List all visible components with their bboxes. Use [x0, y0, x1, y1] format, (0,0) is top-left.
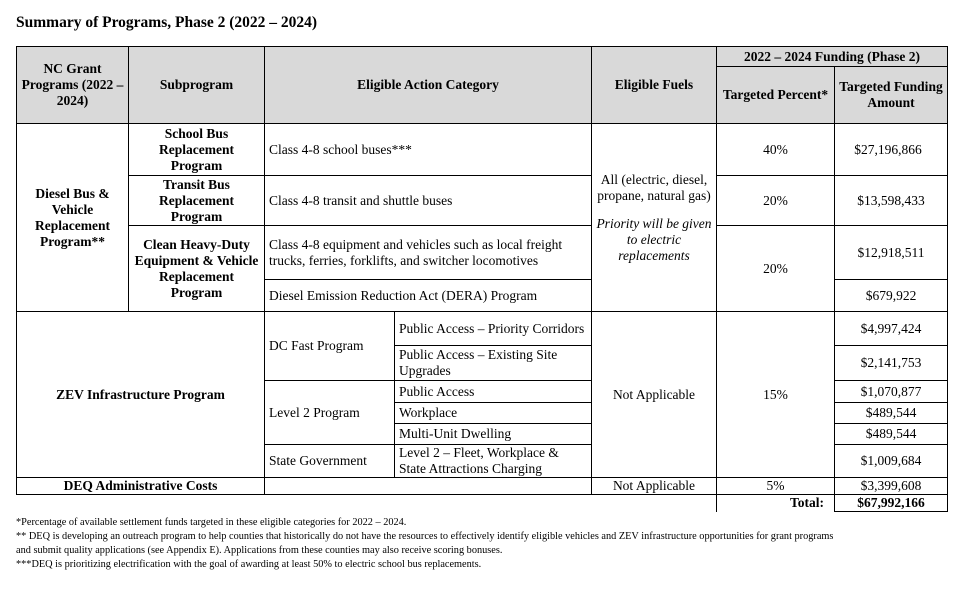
- amount-dera: $679,922: [835, 280, 948, 312]
- fuels-priority-note: Priority will be given to electric replacements: [596, 215, 712, 263]
- header-subprogram: Subprogram: [129, 47, 265, 124]
- amount-workplace: $489,544: [835, 403, 948, 424]
- percent-transit-bus: 20%: [717, 176, 835, 226]
- dc-fast-program: DC Fast Program: [265, 312, 395, 381]
- amount-existing-site: $2,141,753: [835, 346, 948, 381]
- category-fleet-charging: Level 2 – Fleet, Workplace & State Attractions Charging: [395, 445, 592, 478]
- footnote-percent: *Percentage of available settlement funds targeted in these eligible categories for 2022 – 2024.: [16, 517, 407, 528]
- admin-amount: $3,399,608: [835, 478, 948, 495]
- amount-heavy-duty: $12,918,511: [835, 226, 948, 280]
- header-targeted-percent: Targeted Percent*: [717, 67, 835, 124]
- footnote-outreach-cont: and submit quality applications (see Appendix E). Applications from these counties may also receive scoring bonuses.: [16, 545, 503, 556]
- category-multi-unit: Multi-Unit Dwelling: [395, 424, 592, 445]
- amount-fleet-charging: $1,009,684: [835, 445, 948, 478]
- category-transit-buses: Class 4-8 transit and shuttle buses: [265, 176, 592, 226]
- header-grant-programs: NC Grant Programs (2022 – 2024): [17, 47, 129, 124]
- footnotes: [16, 516, 961, 572]
- admin-costs-cell: DEQ Administrative Costs: [17, 478, 265, 495]
- fuels-all: All (electric, diesel, propane, natural gas): [597, 171, 711, 203]
- zev-percent: 15%: [717, 312, 835, 478]
- total-label: Total:: [717, 495, 835, 512]
- percent-heavy-duty: 20%: [717, 226, 835, 312]
- total-spacer: [17, 495, 717, 512]
- footnote-electrification: ***DEQ is prioritizing electrification with the goal of awarding at least 50% to electric school bus replacements.: [16, 559, 482, 570]
- diesel-fuels-cell: [592, 124, 717, 312]
- percent-school-bus: 40%: [717, 124, 835, 176]
- subprogram-transit-bus: Transit Bus Replacement Program: [129, 176, 265, 226]
- category-existing-site: Public Access – Existing Site Upgrades: [395, 346, 592, 381]
- header-funding-group: 2022 – 2024 Funding (Phase 2): [717, 47, 948, 67]
- subprogram-heavy-duty: Clean Heavy-Duty Equipment & Vehicle Replacement Program: [129, 226, 265, 312]
- category-workplace: Workplace: [395, 403, 592, 424]
- header-targeted-amount: Targeted Funding Amount: [835, 67, 948, 124]
- category-dera: Diesel Emission Reduction Act (DERA) Program: [265, 280, 592, 312]
- admin-percent: 5%: [717, 478, 835, 495]
- level-2-program: Level 2 Program: [265, 381, 395, 445]
- diesel-program-cell: Diesel Bus & Vehicle Replacement Program**: [17, 124, 129, 312]
- amount-multi-unit: $489,544: [835, 424, 948, 445]
- category-priority-corridors: Public Access – Priority Corridors: [395, 312, 592, 346]
- state-government: State Government: [265, 445, 395, 478]
- admin-fuels-cell: Not Applicable: [592, 478, 717, 495]
- category-school-buses: Class 4-8 school buses***: [265, 124, 592, 176]
- admin-category-empty: [265, 478, 592, 495]
- subprogram-school-bus: School Bus Replacement Program: [129, 124, 265, 176]
- amount-public-access: $1,070,877: [835, 381, 948, 403]
- zev-program-cell: ZEV Infrastructure Program: [17, 312, 265, 478]
- page-title: Summary of Programs, Phase 2 (2022 – 2024): [16, 14, 318, 31]
- amount-school-bus: $27,196,866: [835, 124, 948, 176]
- header-eligible-action-category: Eligible Action Category: [265, 47, 592, 124]
- header-eligible-fuels: Eligible Fuels: [592, 47, 717, 124]
- programs-table: [16, 46, 948, 512]
- footnote-outreach: ** DEQ is developing an outreach program to help counties that historically do not have the resources to effectively identify eligible vehicles and ZEV infrastructure opportunities for grant programs: [16, 531, 834, 542]
- category-public-access: Public Access: [395, 381, 592, 403]
- category-heavy-duty: Class 4-8 equipment and vehicles such as local freight trucks, ferries, forklifts, and switcher locomotives: [265, 226, 592, 280]
- amount-priority-corridors: $4,997,424: [835, 312, 948, 346]
- amount-transit-bus: $13,598,433: [835, 176, 948, 226]
- zev-fuels-cell: Not Applicable: [592, 312, 717, 478]
- total-amount: $67,992,166: [835, 495, 948, 512]
